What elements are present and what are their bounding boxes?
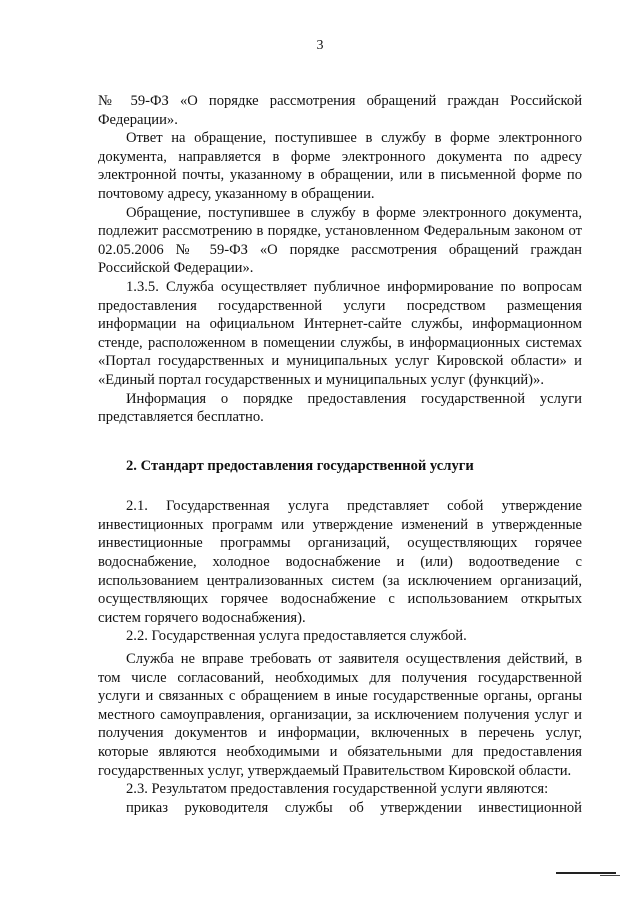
footer-stamp-line bbox=[600, 875, 620, 876]
paragraph-2-2: 2.2. Государственная услуга предоставляется службой. bbox=[126, 628, 467, 645]
footer-stamp-line bbox=[556, 872, 616, 874]
document-body bbox=[98, 92, 582, 817]
paragraph-2-3: 2.3. Результатом предоставления государственной услуги являются: bbox=[126, 781, 549, 798]
paragraph-2-1: 2.1. Государственная услуга представляет собой утверждение инвестиционных программ или утверждение изменений в утвержденные инвестиционные программы организаций, осуществляющих горячее водоснабжение, холодное водоснабжение и (или) водоотведение с использованием централизованных систем (за исключением организаций, осуществляющих горячее водоснабжение с использованием открытых систем горячего водоснабжения). bbox=[98, 498, 582, 626]
paragraph-service-restrictions: Служба не вправе требовать от заявителя осуществления действий, в том числе согласований, необходимых для получения государственной услуги и связанных с обращением в иные государственные органы, органы местного самоуправления, организации, за исключением получения услуг и получения документов и информации, включенных в перечень услуг, которые являются необходимыми и обязательными для предоставления государственных услуг, утверждаемый Правительством Кировской области. bbox=[98, 651, 582, 779]
section-2-heading: 2. Стандарт предоставления государственной услуги bbox=[126, 457, 474, 474]
paragraph-order-partial: приказ руководителя службы об утверждении инвестиционной bbox=[126, 799, 582, 816]
paragraph-reply-electronic: Ответ на обращение, поступившее в службу в форме электронного документа, направляется в форме электронного документа по адресу электронной почты, указанному в обращении, или в письменной форме по почтовому адресу, указанному в обращении. bbox=[98, 130, 582, 202]
paragraph-continuation: № 59-ФЗ «О порядке рассмотрения обращений граждан Российской Федерации». bbox=[98, 93, 582, 128]
spacer bbox=[98, 475, 582, 497]
paragraph-information-free: Информация о порядке предоставления государственной услуги представляется бесплатно. bbox=[98, 390, 582, 426]
paragraph-1-3-5: 1.3.5. Служба осуществляет публичное информирование по вопросам предоставления государственной услуги посредством размещения информации на официальном Интернет-сайте службы, информационном стенде, расположенном в помещении службы, в информационных системах «Портал государственных и муниципальных услуг Кировской области» и «Единый портал государственных и муниципальных услуг (функций)». bbox=[98, 278, 582, 388]
page-number: 3 bbox=[316, 38, 324, 53]
paragraph-appeal-electronic: Обращение, поступившее в службу в форме электронного документа, подлежит рассмотрению в порядке, установленном Федеральным законом от 02.05.2006 № 59-ФЗ «О порядке рассмотрения обращений граждан Российской Федерации». bbox=[98, 204, 582, 277]
spacer bbox=[98, 427, 582, 457]
